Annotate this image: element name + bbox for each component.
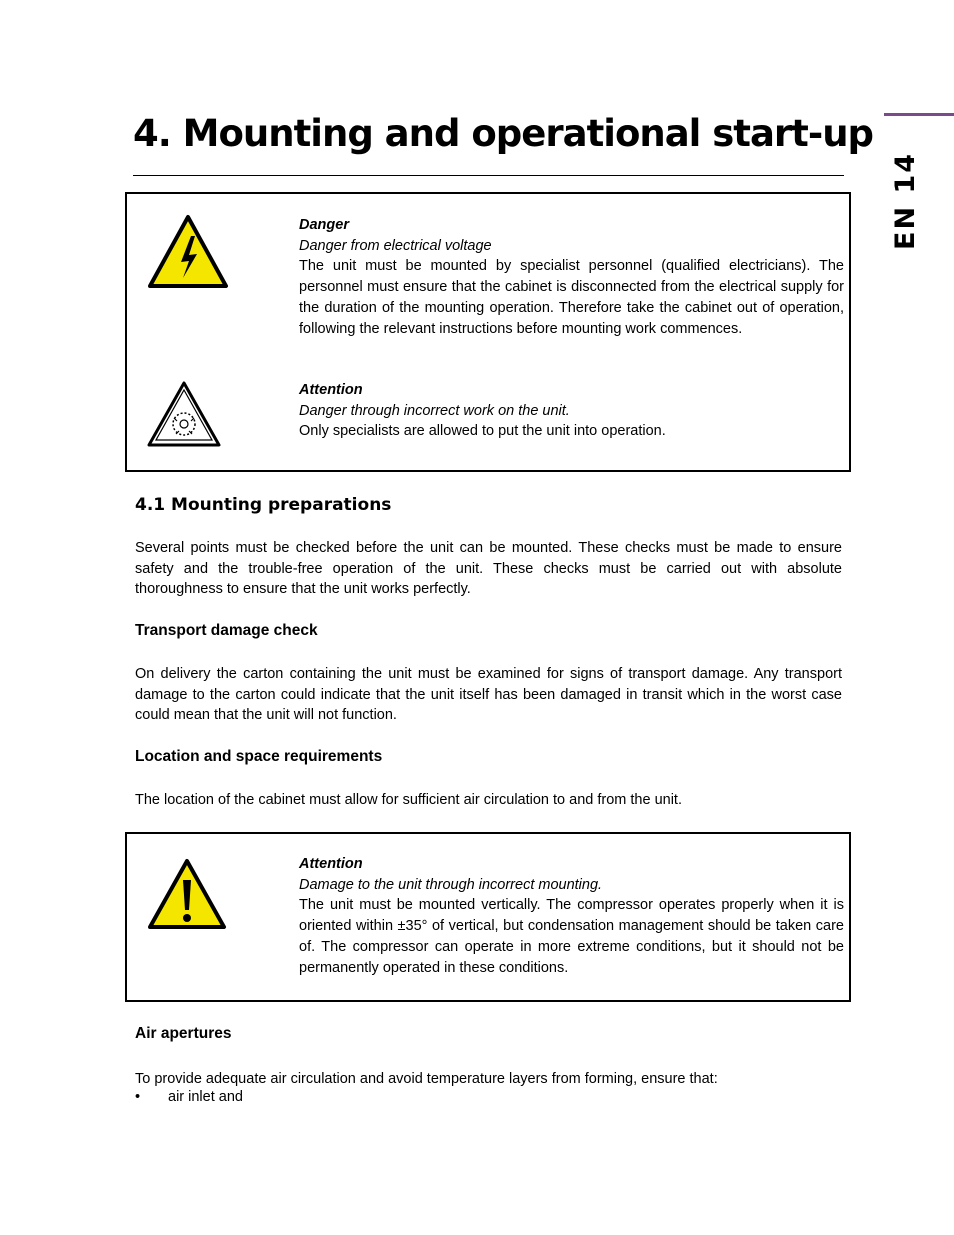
page-title: 4. Mounting and operational start-up: [133, 112, 874, 155]
general-warning-icon: [147, 858, 227, 930]
notice-subheading: Danger from electrical voltage: [299, 237, 492, 254]
notice-body: Only specialists are allowed to put the unit into operation.: [299, 423, 666, 440]
air-body: To provide adequate air circulation and avoid temperature layers from forming, ensure that:: [135, 1071, 718, 1087]
transport-body: On delivery the carton containing the unit must be examined for signs of transport damage. Any transport damage to the carton could indicate that the unit itself has been damaged in transit which in the worst case could mean that the unit will not function.: [135, 666, 842, 724]
notice-heading: Attention: [299, 856, 363, 872]
notice-subheading: Damage to the unit through incorrect mounting.: [299, 876, 603, 893]
bullet-marker: •: [135, 1089, 141, 1105]
attention-notice-box: [125, 832, 851, 1002]
bullet-text: air inlet and: [168, 1089, 243, 1105]
hazardous-work-icon: [146, 380, 222, 448]
attention-mounting-notice-text: [299, 854, 844, 978]
attention-work-notice-text: [299, 380, 844, 442]
electrical-hazard-icon: [147, 214, 229, 290]
location-heading: Location and space requirements: [135, 748, 383, 765]
air-heading: Air apertures: [135, 1025, 232, 1042]
notice-body: The unit must be mounted vertically. The compressor operates properly when it is oriented within ±35° of vertical, but condensation management should be taken care of. The compressor can operate in more extreme conditions, but it should not be permanently operated in these conditions.: [299, 897, 844, 976]
danger-notice-box: [125, 192, 851, 472]
section-heading: 4.1 Mounting preparations: [135, 495, 392, 515]
transport-heading: Transport damage check: [135, 622, 318, 639]
title-divider: [133, 175, 844, 176]
danger-notice-text: [299, 215, 844, 339]
notice-heading: Attention: [299, 382, 363, 398]
location-body: The location of the cabinet must allow for sufficient air circulation to and from the unit.: [135, 792, 682, 808]
notice-subheading: Danger through incorrect work on the unit.: [299, 402, 570, 419]
section-intro: Several points must be checked before the unit can be mounted. These checks must be made to ensure safety and the trouble-free operation of the unit. These checks must be carried out with absolute thoroughness to ensure that the unit works perfectly.: [135, 540, 842, 598]
side-tab-label: EN 14: [890, 151, 921, 250]
side-tab-accent: [884, 113, 954, 116]
notice-body: The unit must be mounted by specialist personnel (qualified electricians). The personnel must ensure that the cabinet is disconnected from the electrical supply for the duration of the mounting operation. Therefore take the cabinet out of operation, following the relevant instructions before mounting work commences.: [299, 258, 844, 337]
notice-heading: Danger: [299, 217, 349, 233]
list-item: [135, 1089, 243, 1105]
